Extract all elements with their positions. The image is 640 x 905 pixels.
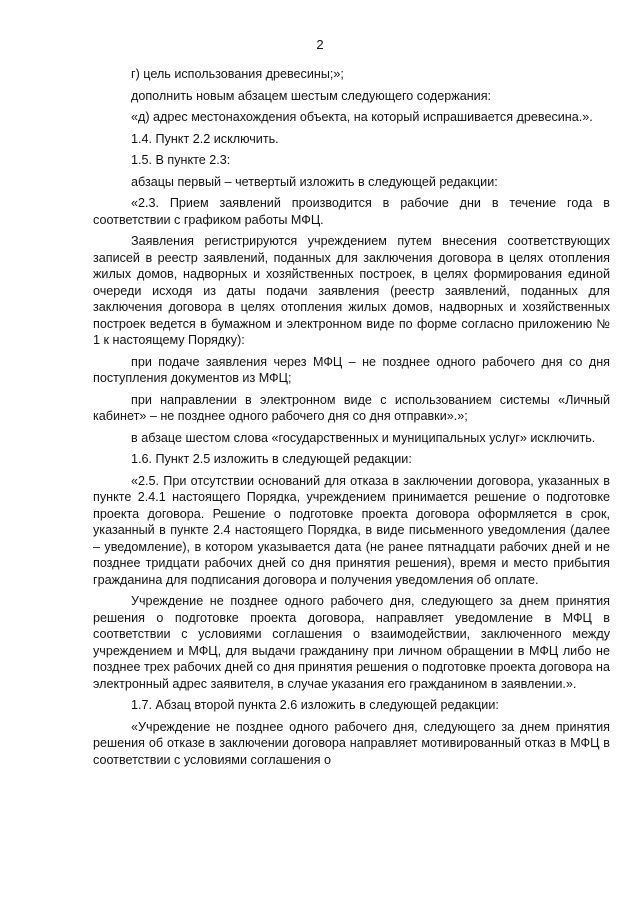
paragraph: 1.5. В пункте 2.3: [131, 153, 231, 167]
paragraph: «2.3. Прием заявлений производится в рабочие дни в течение года в соответствии с графиком работы МФЦ. [93, 196, 610, 227]
paragraph: 1.7. Абзац второй пункта 2.6 изложить в следующей редакции: [131, 698, 499, 712]
page-number: 2 [316, 37, 324, 52]
paragraph: 1.4. Пункт 2.2 исключить. [131, 131, 279, 146]
paragraph: г) цель использования древесины;»; [131, 67, 344, 81]
paragraph: дополнить новым абзацем шестым следующего содержания: [131, 88, 492, 103]
paragraph: «2.5. При отсутствии оснований для отказа в заключении договора, указанных в пункте 2.4.1 настоящего Порядка, учреждением принимается решение о подготовке проекта договора. Решение о подготовке проекта договора оформляется в срок, указанный в пункте 2.4 настоящего Порядка, в виде письменного уведомления (далее – уведомление), в котором указывается дата (не ранее пятнадцати рабочих дней и не позднее тридцати рабочих дней со дня принятия решения), время и место прибытия гражданина для подписания договора и получения уведомления об оплате. [93, 473, 610, 587]
paragraph: 1.6. Пункт 2.5 изложить в следующей редакции: [131, 452, 412, 466]
paragraph: абзацы первый – четвертый изложить в следующей редакции: [131, 174, 498, 189]
paragraph: Заявления регистрируются учреждением путем внесения соответствующих записей в реестр заявлений, поданных для заключения договора в целях отопления жилых домов, надворных и хозяйственных построек, в целях формирования единой очереди исходя из даты подачи заявления (реестр заявлений, поданных для заключения договора в целях отопления жилых домов, надворных и хозяйственных построек ведется в бумажном и электронном виде по форме согласно приложению № 1 к настоящему Порядку): [93, 234, 610, 347]
paragraph: при подаче заявления через МФЦ – не позднее одного рабочего дня со дня поступления документов из МФЦ; [93, 354, 610, 385]
paragraph: Учреждение не позднее одного рабочего дня, следующего за днем принятия решения о подготовке проекта договора, направляет уведомление в МФЦ в соответствии с условиями соглашения о взаимодействии, заключенного между учреждением и МФЦ, для выдачи гражданину при личном обращении в МФЦ либо не позднее трех рабочих дней со дня принятия решения о подготовке проекта договора на электронный адрес заявителя, в случае указания его гражданином в заявлении.». [93, 594, 610, 691]
paragraph: в абзаце шестом слова «государственных и муниципальных услуг» исключить. [131, 430, 596, 445]
paragraph: «д) адрес местонахождения объекта, на который испрашивается древесина.». [131, 110, 593, 124]
paragraph: при направлении в электронном виде с использованием системы «Личный кабинет» – не позднее одного рабочего дня со дня отправки».»; [93, 392, 610, 423]
document-body [93, 66, 610, 773]
paragraph: «Учреждение не позднее одного рабочего дня, следующего за днем принятия решения об отказе в заключении договора направляет мотивированный отказ в МФЦ в соответствии с условиями соглашения о [93, 719, 610, 767]
